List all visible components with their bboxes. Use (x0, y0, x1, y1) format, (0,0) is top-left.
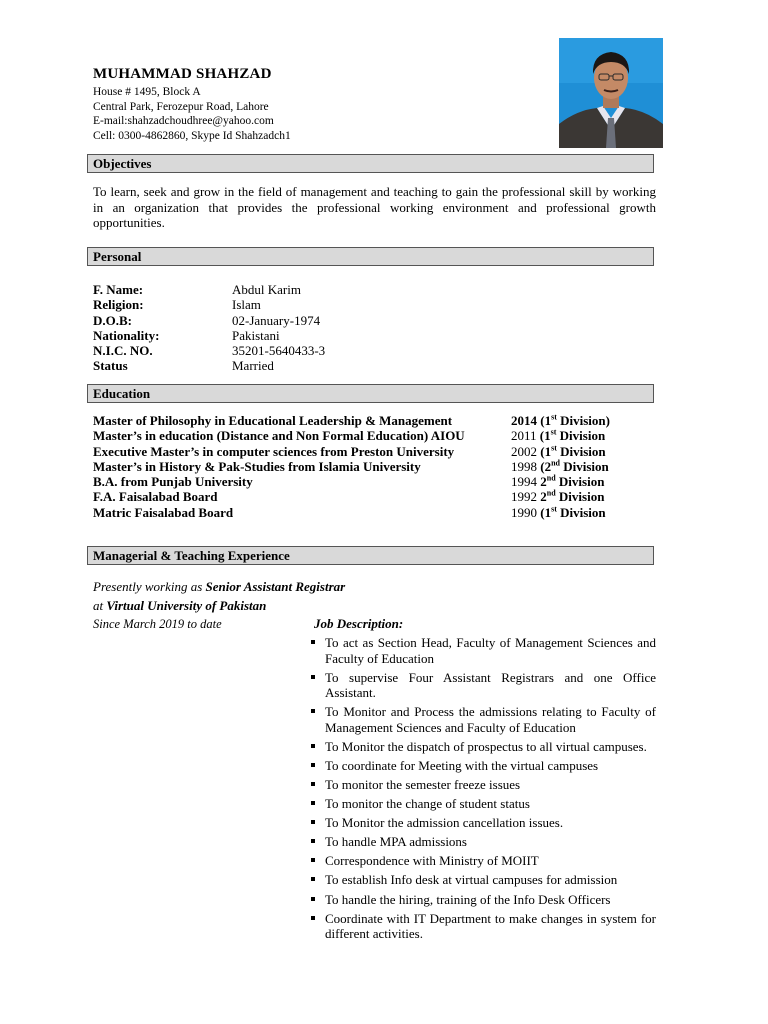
personal-row: Religion: Islam (93, 297, 261, 313)
education-result: 2014 (1st Division) (511, 412, 610, 428)
education-row (93, 413, 633, 428)
education-degree: Master of Philosophy in Educational Leadership & Management (93, 413, 453, 428)
education-list (93, 413, 633, 520)
education-result: 1990 (1st Division (511, 504, 606, 520)
education-result: 1992 2nd Division (511, 489, 605, 505)
duty-item: To handle MPA admissions (311, 834, 656, 850)
duty-item: To monitor the change of student status (311, 796, 656, 812)
duties-list (311, 635, 656, 945)
duty-item: To Monitor the dispatch of prospectus to all virtual campuses. (311, 739, 656, 755)
education-degree: F.A. Faisalabad Board (93, 489, 218, 505)
education-result: 2002 (1st Division (511, 443, 606, 459)
bullet-icon (311, 782, 315, 786)
employment-period: Since March 2019 to date (93, 617, 222, 631)
personal-row: D.O.B: 02-January-1974 (93, 312, 321, 328)
bullet-icon (311, 897, 315, 901)
education-degree: Master’s in education (Distance and Non Formal Education) AIOU (93, 428, 465, 444)
position-title: Senior Assistant Registrar (205, 579, 346, 594)
personal-row: N.I.C. NO. 35201-5640433-3 (93, 343, 326, 359)
at-prefix: at (93, 598, 104, 613)
duty-item: Coordinate with IT Department to make changes in system for different activities. (311, 911, 656, 942)
bullet-icon (311, 763, 315, 767)
education-result: 1998 (2nd Division (511, 458, 609, 474)
job-description-title: Job Description: (314, 616, 404, 631)
personal-details (93, 282, 325, 374)
bullet-icon (311, 916, 315, 920)
phone-line: Cell: 0300-4862860, Skype Id Shahzadch1 (93, 129, 291, 142)
education-degree: Master’s in History & Pak-Studies from Islamia University (93, 458, 421, 474)
education-row (93, 428, 633, 443)
experience-heading: Managerial & Teaching Experience (87, 546, 654, 565)
duty-item: To handle the hiring, training of the Info Desk Officers (311, 892, 656, 908)
personal-row: Status Married (93, 358, 274, 374)
duty-item: To coordinate for Meeting with the virtual campuses (311, 758, 656, 774)
bullet-icon (311, 801, 315, 805)
duty-item: Correspondence with Ministry of MOIIT (311, 853, 656, 869)
duty-item: To Monitor and Process the admissions relating to Faculty of Management Sciences and Faculty of Education (311, 704, 656, 735)
education-row (93, 474, 633, 489)
education-row (93, 459, 633, 474)
education-row (93, 505, 633, 520)
duty-item: To act as Section Head, Faculty of Management Sciences and Faculty of Education (311, 635, 656, 666)
bullet-icon (311, 877, 315, 881)
education-degree: Executive Master’s in computer sciences from Preston University (93, 443, 455, 459)
address-line-1: House # 1495, Block A (93, 86, 201, 98)
duty-item: To supervise Four Assistant Registrars and one Office Assistant. (311, 670, 656, 701)
duty-item: To establish Info desk at virtual campuses for admission (311, 872, 656, 888)
email-line: E-mail:shahzadchoudhree@yahoo.com (93, 115, 274, 127)
education-result: 1994 2nd Division (511, 473, 605, 490)
education-degree: B.A. from Punjab University (93, 474, 253, 490)
bullet-icon (311, 839, 315, 843)
bullet-icon (311, 820, 315, 824)
profile-photo (559, 38, 663, 148)
candidate-name: MUHAMMAD SHAHZAD (93, 66, 272, 82)
bullet-icon (311, 858, 315, 862)
duty-item: To Monitor the admission cancellation issues. (311, 815, 656, 831)
personal-row: Nationality: Pakistani (93, 327, 280, 343)
education-degree: Matric Faisalabad Board (93, 504, 234, 520)
contact-block (93, 85, 291, 143)
bullet-icon (311, 675, 315, 679)
objectives-text: To learn, seek and grow in the field of management and teaching to gain the professional skill by working in an organization that provides the professional working environment and professional growth opportunities. (93, 184, 656, 230)
bullet-icon (311, 709, 315, 713)
objectives-heading: Objectives (87, 154, 654, 173)
working-prefix: Presently working as (93, 579, 203, 594)
personal-heading: Personal (87, 247, 654, 266)
education-heading: Education (87, 384, 654, 403)
education-result: 2011 (1st Division (511, 427, 606, 444)
bullet-icon (311, 744, 315, 748)
personal-row: F. Name: Abdul Karim (93, 282, 301, 297)
current-position (93, 577, 345, 615)
education-row (93, 489, 633, 504)
duty-item: To monitor the semester freeze issues (311, 777, 656, 793)
education-row (93, 444, 633, 459)
address-line-2: Central Park, Ferozepur Road, Lahore (93, 100, 269, 113)
bullet-icon (311, 640, 315, 644)
organization-name: Virtual University of Pakistan (106, 598, 267, 613)
